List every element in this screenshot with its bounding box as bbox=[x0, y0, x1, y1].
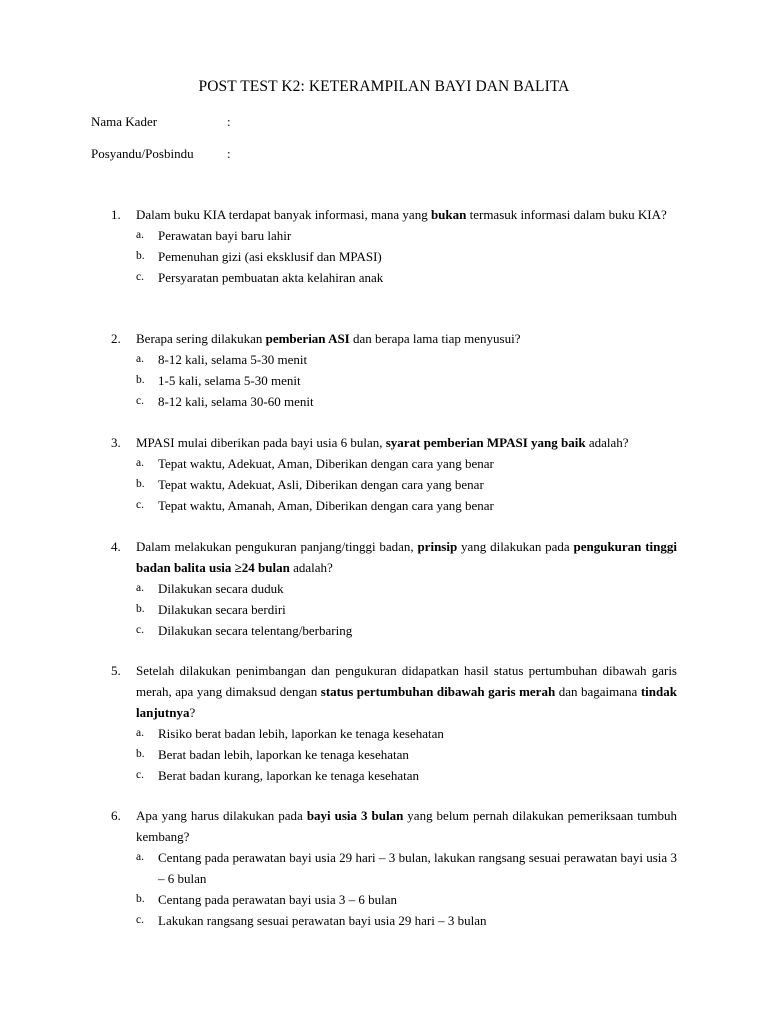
field-colon: : bbox=[227, 146, 231, 161]
page-title: POST TEST K2: KETERAMPILAN BAYI DAN BALITA bbox=[198, 78, 570, 95]
answer-option bbox=[111, 370, 677, 391]
question-number: 6. bbox=[111, 808, 121, 823]
option-text: Perawatan bayi baru lahir bbox=[158, 228, 292, 243]
option-letter: b. bbox=[136, 748, 145, 760]
answer-option bbox=[111, 744, 677, 765]
question-text-segment: Dalam melakukan pengukuran panjang/tinggi badan, bbox=[136, 539, 418, 554]
question-text-bold: bayi usia 3 bulan bbox=[306, 808, 404, 823]
option-letter: b. bbox=[136, 893, 145, 905]
option-text: Centang pada perawatan bayi usia 3 – 6 bulan bbox=[158, 892, 397, 907]
question-text-bold: syarat pemberian MPASI yang baik bbox=[385, 435, 586, 450]
option-text: Tepat waktu, Adekuat, Asli, Diberikan dengan cara yang benar bbox=[158, 477, 484, 492]
option-letter: a. bbox=[136, 727, 144, 739]
field-label: Nama Kader bbox=[91, 114, 158, 129]
question-text bbox=[111, 328, 677, 349]
question-text-segment: MPASI mulai diberikan pada bayi usia 6 bulan, bbox=[136, 435, 386, 450]
question-text-segment: termasuk informasi dalam buku KIA? bbox=[466, 207, 667, 222]
option-letter: c. bbox=[136, 395, 144, 407]
option-text: Dilakukan secara berdiri bbox=[158, 602, 286, 617]
question-text-bold: pemberian ASI bbox=[265, 331, 350, 346]
option-letter: a. bbox=[136, 582, 144, 594]
question-text bbox=[111, 432, 677, 453]
question-number: 4. bbox=[111, 539, 121, 554]
option-text: Persyaratan pembuatan akta kelahiran anak bbox=[158, 270, 384, 285]
answer-option bbox=[111, 723, 677, 744]
option-letter: b. bbox=[136, 374, 145, 386]
answer-option bbox=[111, 495, 677, 516]
option-letter: c. bbox=[136, 271, 144, 283]
option-text: Tepat waktu, Amanah, Aman, Diberikan dengan cara yang benar bbox=[158, 498, 494, 513]
question-text-segment: Apa yang harus dilakukan pada bbox=[136, 808, 307, 823]
question-1 bbox=[111, 204, 677, 288]
answer-option bbox=[111, 474, 677, 495]
question-4 bbox=[111, 536, 677, 641]
question-text-segment: dan bagaimana bbox=[555, 684, 641, 699]
option-letter: c. bbox=[136, 624, 144, 636]
question-text-bold: prinsip bbox=[417, 539, 458, 554]
question-text-segment: Setelah dilakukan penimbangan dan pengukuran didapatkan hasil status pertumbuhan dibawah garis merah, apa yang dimaksud dengan bbox=[136, 663, 677, 699]
answer-option bbox=[111, 267, 677, 288]
question-number: 2. bbox=[111, 331, 121, 346]
question-6 bbox=[111, 805, 677, 931]
question-2 bbox=[111, 328, 677, 412]
field-label: Posyandu/Posbindu bbox=[91, 146, 194, 161]
answer-option bbox=[111, 453, 677, 474]
option-letter: b. bbox=[136, 478, 145, 490]
option-text: Berat badan kurang, laporkan ke tenaga kesehatan bbox=[158, 768, 419, 783]
answer-option bbox=[111, 578, 677, 599]
answer-option bbox=[111, 910, 677, 931]
question-text bbox=[111, 660, 677, 723]
option-letter: c. bbox=[136, 914, 144, 926]
option-text: Tepat waktu, Adekuat, Aman, Diberikan dengan cara yang benar bbox=[158, 456, 494, 471]
answer-option bbox=[111, 889, 677, 910]
option-text: Pemenuhan gizi (asi eksklusif dan MPASI) bbox=[158, 249, 382, 264]
question-text-bold: bukan bbox=[430, 207, 467, 222]
option-letter: a. bbox=[136, 353, 144, 365]
option-letter: b. bbox=[136, 250, 145, 262]
answer-option bbox=[111, 225, 677, 246]
option-letter: c. bbox=[136, 499, 144, 511]
question-text-segment: yang belum pernah dilakukan pemeriksaan tumbuh kembang? bbox=[136, 808, 678, 844]
question-text-bold: tindak lanjutnya bbox=[136, 684, 677, 720]
question-text-segment: yang dilakukan pada bbox=[457, 539, 574, 554]
answer-option bbox=[111, 246, 677, 267]
answer-option bbox=[111, 391, 677, 412]
answer-option bbox=[111, 765, 677, 786]
question-text-segment: adalah? bbox=[585, 435, 629, 450]
option-letter: b. bbox=[136, 603, 145, 615]
option-text: 8-12 kali, selama 5-30 menit bbox=[158, 352, 308, 367]
question-text-segment: adalah? bbox=[289, 560, 333, 575]
field-nama-kader bbox=[91, 114, 231, 130]
question-number: 5. bbox=[111, 663, 121, 678]
question-text bbox=[111, 805, 677, 847]
question-number: 1. bbox=[111, 207, 121, 222]
question-number: 3. bbox=[111, 435, 121, 450]
option-letter: c. bbox=[136, 769, 144, 781]
question-text-segment: dan berapa lama tiap menyusui? bbox=[349, 331, 521, 346]
option-letter: a. bbox=[136, 851, 144, 863]
answer-option bbox=[111, 349, 677, 370]
option-letter: a. bbox=[136, 229, 144, 241]
field-colon: : bbox=[227, 114, 231, 129]
answer-option bbox=[111, 599, 677, 620]
question-text-segment: ? bbox=[189, 705, 196, 720]
question-3 bbox=[111, 432, 677, 516]
option-text: Dilakukan secara duduk bbox=[158, 581, 284, 596]
option-text: Lakukan rangsang sesuai perawatan bayi usia 29 hari – 3 bulan bbox=[158, 913, 487, 928]
question-text-bold: status pertumbuhan dibawah garis merah bbox=[320, 684, 556, 699]
option-text: Risiko berat badan lebih, laporkan ke tenaga kesehatan bbox=[158, 726, 444, 741]
question-text bbox=[111, 536, 677, 578]
option-text: 8-12 kali, selama 30-60 menit bbox=[158, 394, 314, 409]
field-posyandu bbox=[91, 146, 231, 162]
question-5 bbox=[111, 660, 677, 786]
answer-option bbox=[111, 847, 677, 889]
option-text: Centang pada perawatan bayi usia 29 hari – 3 bulan, lakukan rangsang sesuai perawatan bayi usia 3 – 6 bulan bbox=[158, 850, 677, 886]
option-text: Dilakukan secara telentang/berbaring bbox=[158, 623, 353, 638]
option-text: 1-5 kali, selama 5-30 menit bbox=[158, 373, 301, 388]
question-text bbox=[111, 204, 677, 225]
answer-option bbox=[111, 620, 677, 641]
question-text-segment: Dalam buku KIA terdapat banyak informasi, mana yang bbox=[136, 207, 431, 222]
question-text-segment: Berapa sering dilakukan bbox=[136, 331, 266, 346]
option-letter: a. bbox=[136, 457, 144, 469]
question-text-bold: pengukuran tinggi badan balita usia ≥24 bulan bbox=[136, 539, 677, 575]
option-text: Berat badan lebih, laporkan ke tenaga kesehatan bbox=[158, 747, 409, 762]
